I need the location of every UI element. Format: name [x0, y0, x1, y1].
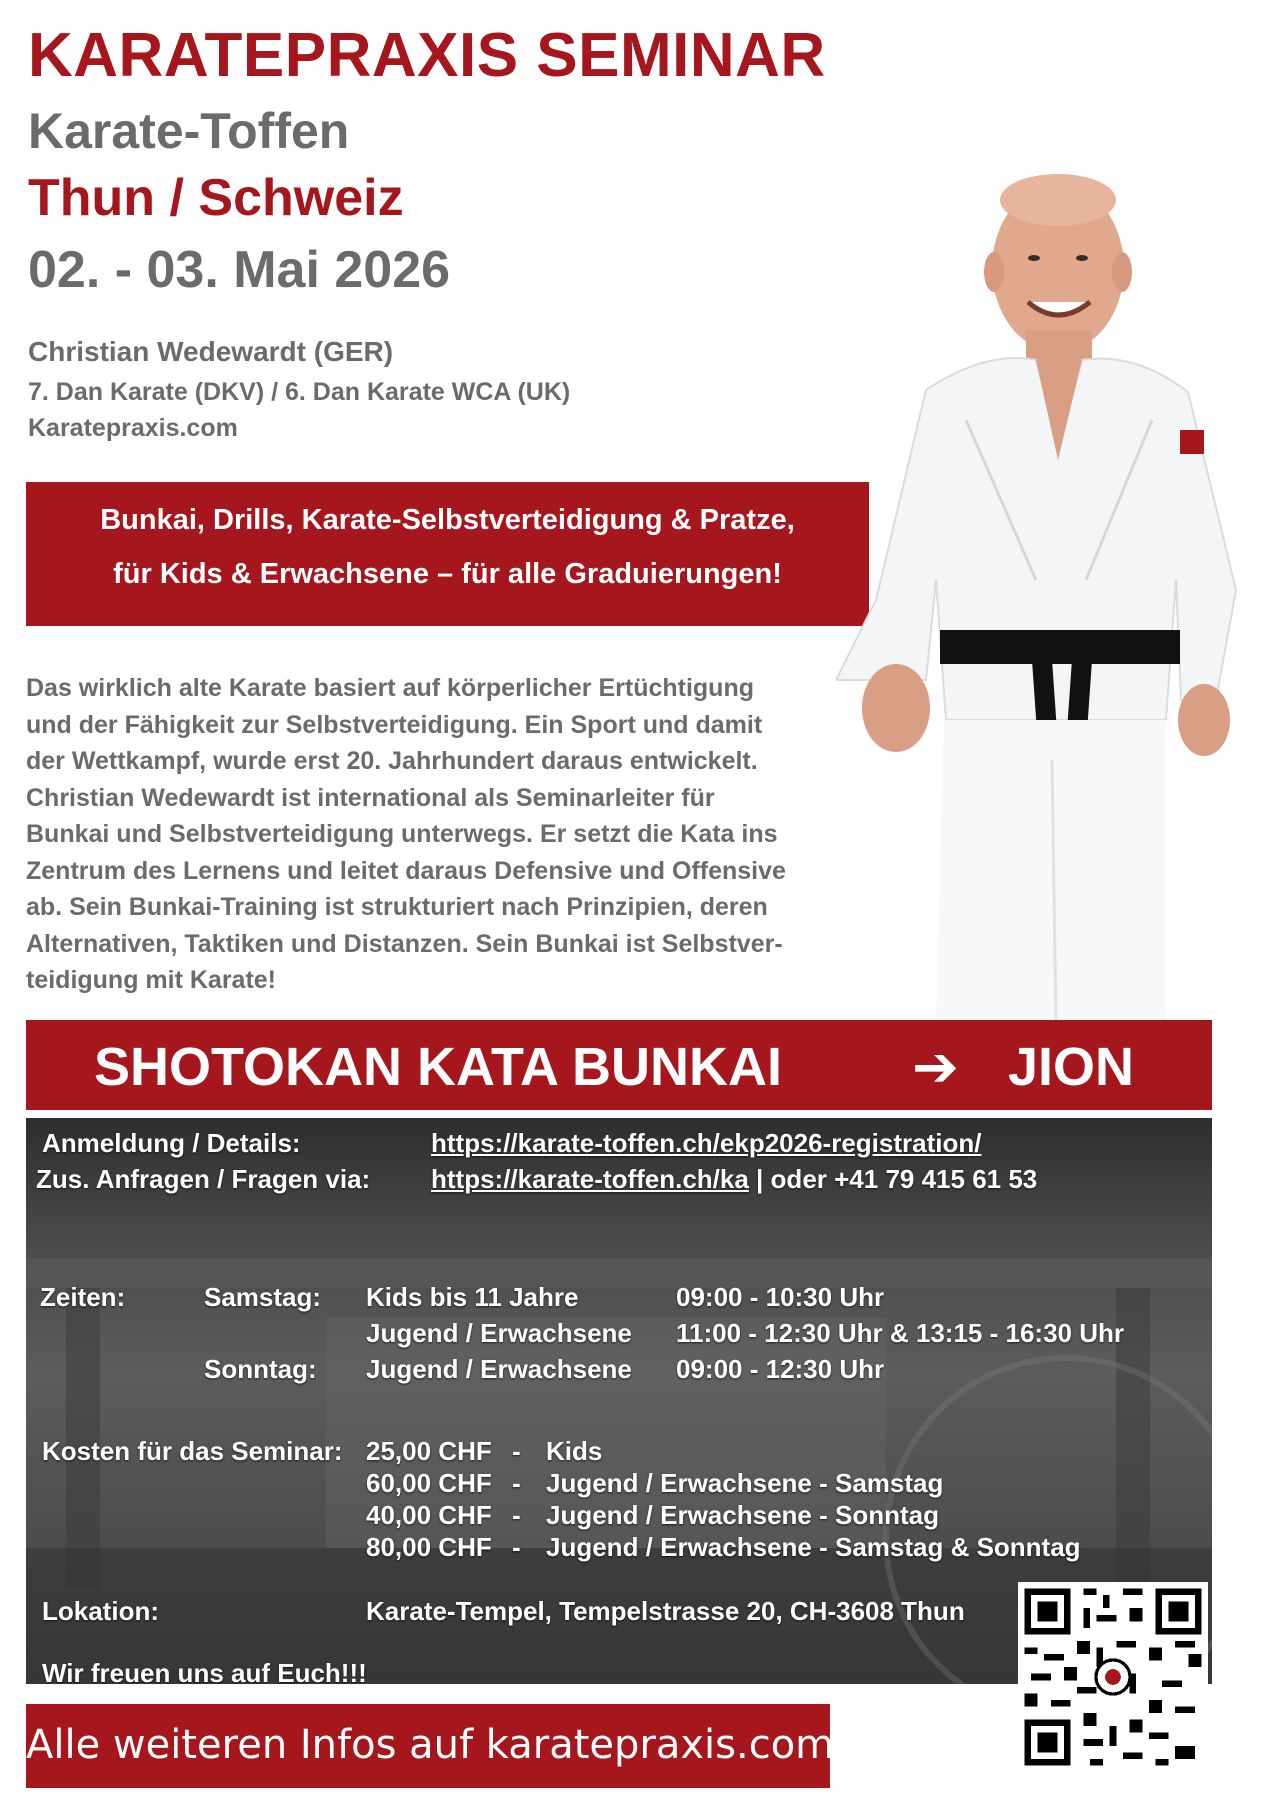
sunday-label: Sonntag: [204, 1354, 317, 1384]
cost-separator: - [512, 1436, 521, 1466]
schedule-time: 11:00 - 12:30 Uhr & 13:15 - 16:30 Uhr [676, 1318, 1124, 1348]
costs-label: Kosten für das Seminar: [42, 1436, 343, 1466]
saturday-label: Samstag: [204, 1282, 322, 1312]
kata-banner [26, 1020, 1212, 1110]
contact-line [431, 1164, 1037, 1195]
kata-banner-title: SHOTOKAN KATA BUNKAI [94, 1037, 782, 1097]
arrow-right-icon: ➔ [912, 1035, 959, 1098]
intro-banner [26, 482, 869, 626]
cost-description: Jugend / Erwachsene - Sonntag [546, 1500, 939, 1530]
schedule-time: 09:00 - 12:30 Uhr [676, 1354, 885, 1384]
instructor-photo [836, 160, 1256, 1022]
description-line: der Wettkampf, wurde erst 20. Jahrhundert daraus entwickelt. [26, 747, 758, 775]
seminar-date: 02. - 03. Mai 2026 [28, 241, 451, 299]
instructor-website[interactable]: Karatepraxis.com [28, 414, 238, 442]
description-line: und der Fähigkeit zur Selbstverteidigung. Ein Sport und damit [26, 710, 763, 739]
instructor-name: Christian Wedewardt (GER) [28, 336, 394, 367]
intro-line: Bunkai, Drills, Karate-Selbstverteidigung & Pratze, [100, 504, 795, 536]
cost-description: Kids [546, 1436, 603, 1466]
footer-text[interactable]: Alle weiteren Infos auf karatepraxis.com [26, 1722, 835, 1768]
closing-text: Wir freuen uns auf Euch!!! [42, 1658, 367, 1684]
qr-code[interactable] [1018, 1582, 1208, 1772]
description-line: Alternativen, Taktiken und Distanzen. Sein Bunkai ist Selbstver- [26, 929, 783, 958]
description-line: Christian Wedewardt ist international als Seminarleiter für [26, 783, 715, 812]
description-text [26, 670, 876, 999]
times-label: Zeiten: [40, 1282, 126, 1312]
description-line: ab. Sein Bunkai-Training ist strukturiert nach Prinzipien, deren [26, 893, 768, 921]
intro-line: für Kids & Erwachsene – für alle Graduierungen! [113, 558, 782, 590]
cost-description: Jugend / Erwachsene - Samstag & Sonntag [546, 1532, 1081, 1562]
cost-price: 40,00 CHF [366, 1500, 492, 1530]
instructor-grades: 7. Dan Karate (DKV) / 6. Dan Karate WCA (UK) [28, 378, 571, 406]
cost-separator: - [512, 1500, 521, 1530]
seminar-place: Thun / Schweiz [28, 169, 404, 227]
schedule-group: Jugend / Erwachsene [366, 1354, 632, 1384]
description-line: teidigung mit Karate! [26, 966, 277, 994]
description-line: Zentrum des Lernens und leitet daraus Defensive und Offensive [26, 856, 786, 885]
kata-name: JION [1008, 1037, 1135, 1097]
registration-link[interactable]: https://karate-toffen.ch/ekp2026-registration/ [431, 1128, 982, 1158]
schedule-time: 09:00 - 10:30 Uhr [676, 1282, 885, 1312]
contact-label: Zus. Anfragen / Fragen via: [36, 1164, 371, 1194]
registration-label: Anmeldung / Details: [42, 1128, 301, 1158]
cost-separator: - [512, 1532, 521, 1562]
contact-phone: | oder +41 79 415 61 53 [748, 1164, 1038, 1194]
seminar-title: KARATEPRAXIS SEMINAR [28, 21, 826, 90]
contact-link[interactable]: https://karate-toffen.ch/ka [431, 1164, 749, 1194]
location-address: Karate-Tempel, Tempelstrasse 20, CH-3608 Thun [366, 1596, 965, 1626]
cost-price: 80,00 CHF [366, 1532, 492, 1562]
description-line: Bunkai und Selbstverteidigung unterwegs. Er setzt die Kata ins [26, 820, 778, 848]
cost-separator: - [512, 1468, 521, 1498]
location-label: Lokation: [42, 1596, 159, 1626]
cost-price: 25,00 CHF [366, 1436, 492, 1466]
schedule-group: Kids bis 11 Jahre [366, 1282, 579, 1312]
footer-banner [26, 1704, 835, 1788]
description-line: Das wirklich alte Karate basiert auf körperlicher Ertüchtigung [26, 674, 754, 702]
schedule-group: Jugend / Erwachsene [366, 1318, 632, 1348]
cost-price: 60,00 CHF [366, 1468, 492, 1498]
cost-description: Jugend / Erwachsene - Samstag [546, 1468, 944, 1498]
club-name: Karate-Toffen [28, 103, 350, 159]
